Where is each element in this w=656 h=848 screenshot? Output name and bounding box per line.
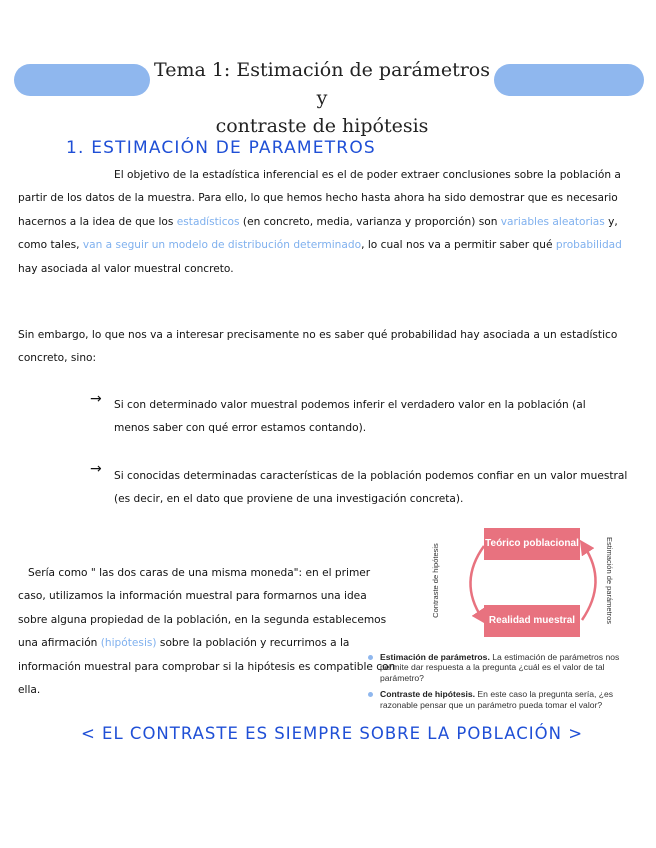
box-teorico-poblacional: Teórico poblacional — [484, 528, 580, 560]
paragraph-intro-text-2: (en concreto, media, varianza y proporción) son — [239, 215, 501, 228]
cycle-diagram — [430, 524, 620, 638]
arrow-right-icon: → — [90, 391, 102, 407]
note-text: En este caso la pregunta sería, ¿es razonable pensar que un parámetro pueda tomar el valor? — [380, 689, 614, 710]
label-contraste-hipotesis: Contraste de hipótesis — [430, 543, 440, 618]
highlight-probabilidad: probabilidad — [555, 239, 622, 252]
note-term: Estimación de parámetros. — [380, 652, 490, 662]
arrow-down-left — [470, 546, 484, 618]
paragraph-two-sides — [18, 562, 398, 702]
section-heading: 1. ESTIMACIÓN DE PARAMETROS — [66, 138, 376, 158]
highlight-hipotesis: (hipótesis) — [100, 637, 157, 650]
box-realidad-muestral: Realidad muestral — [484, 605, 580, 637]
highlight-modelo-distribucion: van a seguir un modelo de distribución determinado — [82, 239, 362, 252]
paragraph-intro — [18, 164, 642, 281]
arrow-right-icon: → — [90, 461, 102, 477]
decorative-pill-right — [494, 64, 644, 96]
arrow-up-right — [582, 546, 596, 620]
note-text: La estimación de parámetros nos permite dar respuesta a la pregunta ¿cuál es el valor de tal parámetro? — [380, 652, 620, 683]
bullet-dot-icon — [368, 655, 373, 660]
paragraph-intro-text-5: hay asociada al valor muestral concreto. — [18, 262, 234, 275]
paragraph-intro-text-1: El objetivo de la estadística inferencial es el de poder extraer conclusiones sobre la población a partir de los datos de la muestra. Para ello, lo que hemos hecho hasta ahora ha sido demostrar que es necesario hacernos a la idea de que los — [18, 169, 621, 228]
paragraph-intro-text-4: , lo cual nos va a permitir saber qué — [361, 239, 556, 252]
highlight-variables-aleatorias: variables aleatorias — [500, 215, 605, 228]
page-title-line2: contraste de hipótesis — [215, 115, 429, 137]
page-title-line1: Tema 1: Estimación de parámetros y — [154, 59, 490, 109]
page-title — [150, 56, 494, 140]
footer-conclusion: < EL CONTRASTE ES SIEMPRE SOBRE LA POBLACIÓN > — [80, 724, 584, 743]
paragraph-two-sides-text-1: Sería como " las dos caras de una misma moneda": en el primer caso, utilizamos la información muestral para formarnos una idea sobre alguna propiedad de la población, en la segunda establecemos una afirmación — [18, 567, 387, 650]
note-term: Contraste de hipótesis. — [380, 689, 476, 700]
paragraph-sin-embargo: Sin embargo, lo que nos va a interesar precisamente no es saber qué probabilidad hay asociada a un estadístico concreto, sino: — [18, 329, 618, 365]
paragraph-two-sides-text-2: sobre la población y recurrimos a la información muestral para comprobar si la hipótesis es compatible con ella. — [18, 637, 396, 697]
bullet-item-1: Si con determinado valor muestral podemos inferir el verdadero valor en la población (al menos saber con qué error estamos contando). — [114, 399, 586, 435]
note-item — [368, 689, 644, 710]
notes-list — [368, 652, 644, 716]
note-item — [368, 652, 644, 683]
label-estimacion-parametros: Estimación de parámetros — [605, 536, 615, 625]
bullet-dot-icon — [368, 692, 373, 697]
decorative-pill-left — [14, 64, 150, 96]
highlight-estadisticos: estadísticos — [176, 215, 240, 228]
paragraph-intro-text-3: y, como tales, — [18, 215, 618, 252]
bullet-item-2: Si conocidas determinadas características de la población podemos confiar en un valor muestral (es decir, en el dato que proviene de una investigación concreta). — [114, 470, 628, 506]
